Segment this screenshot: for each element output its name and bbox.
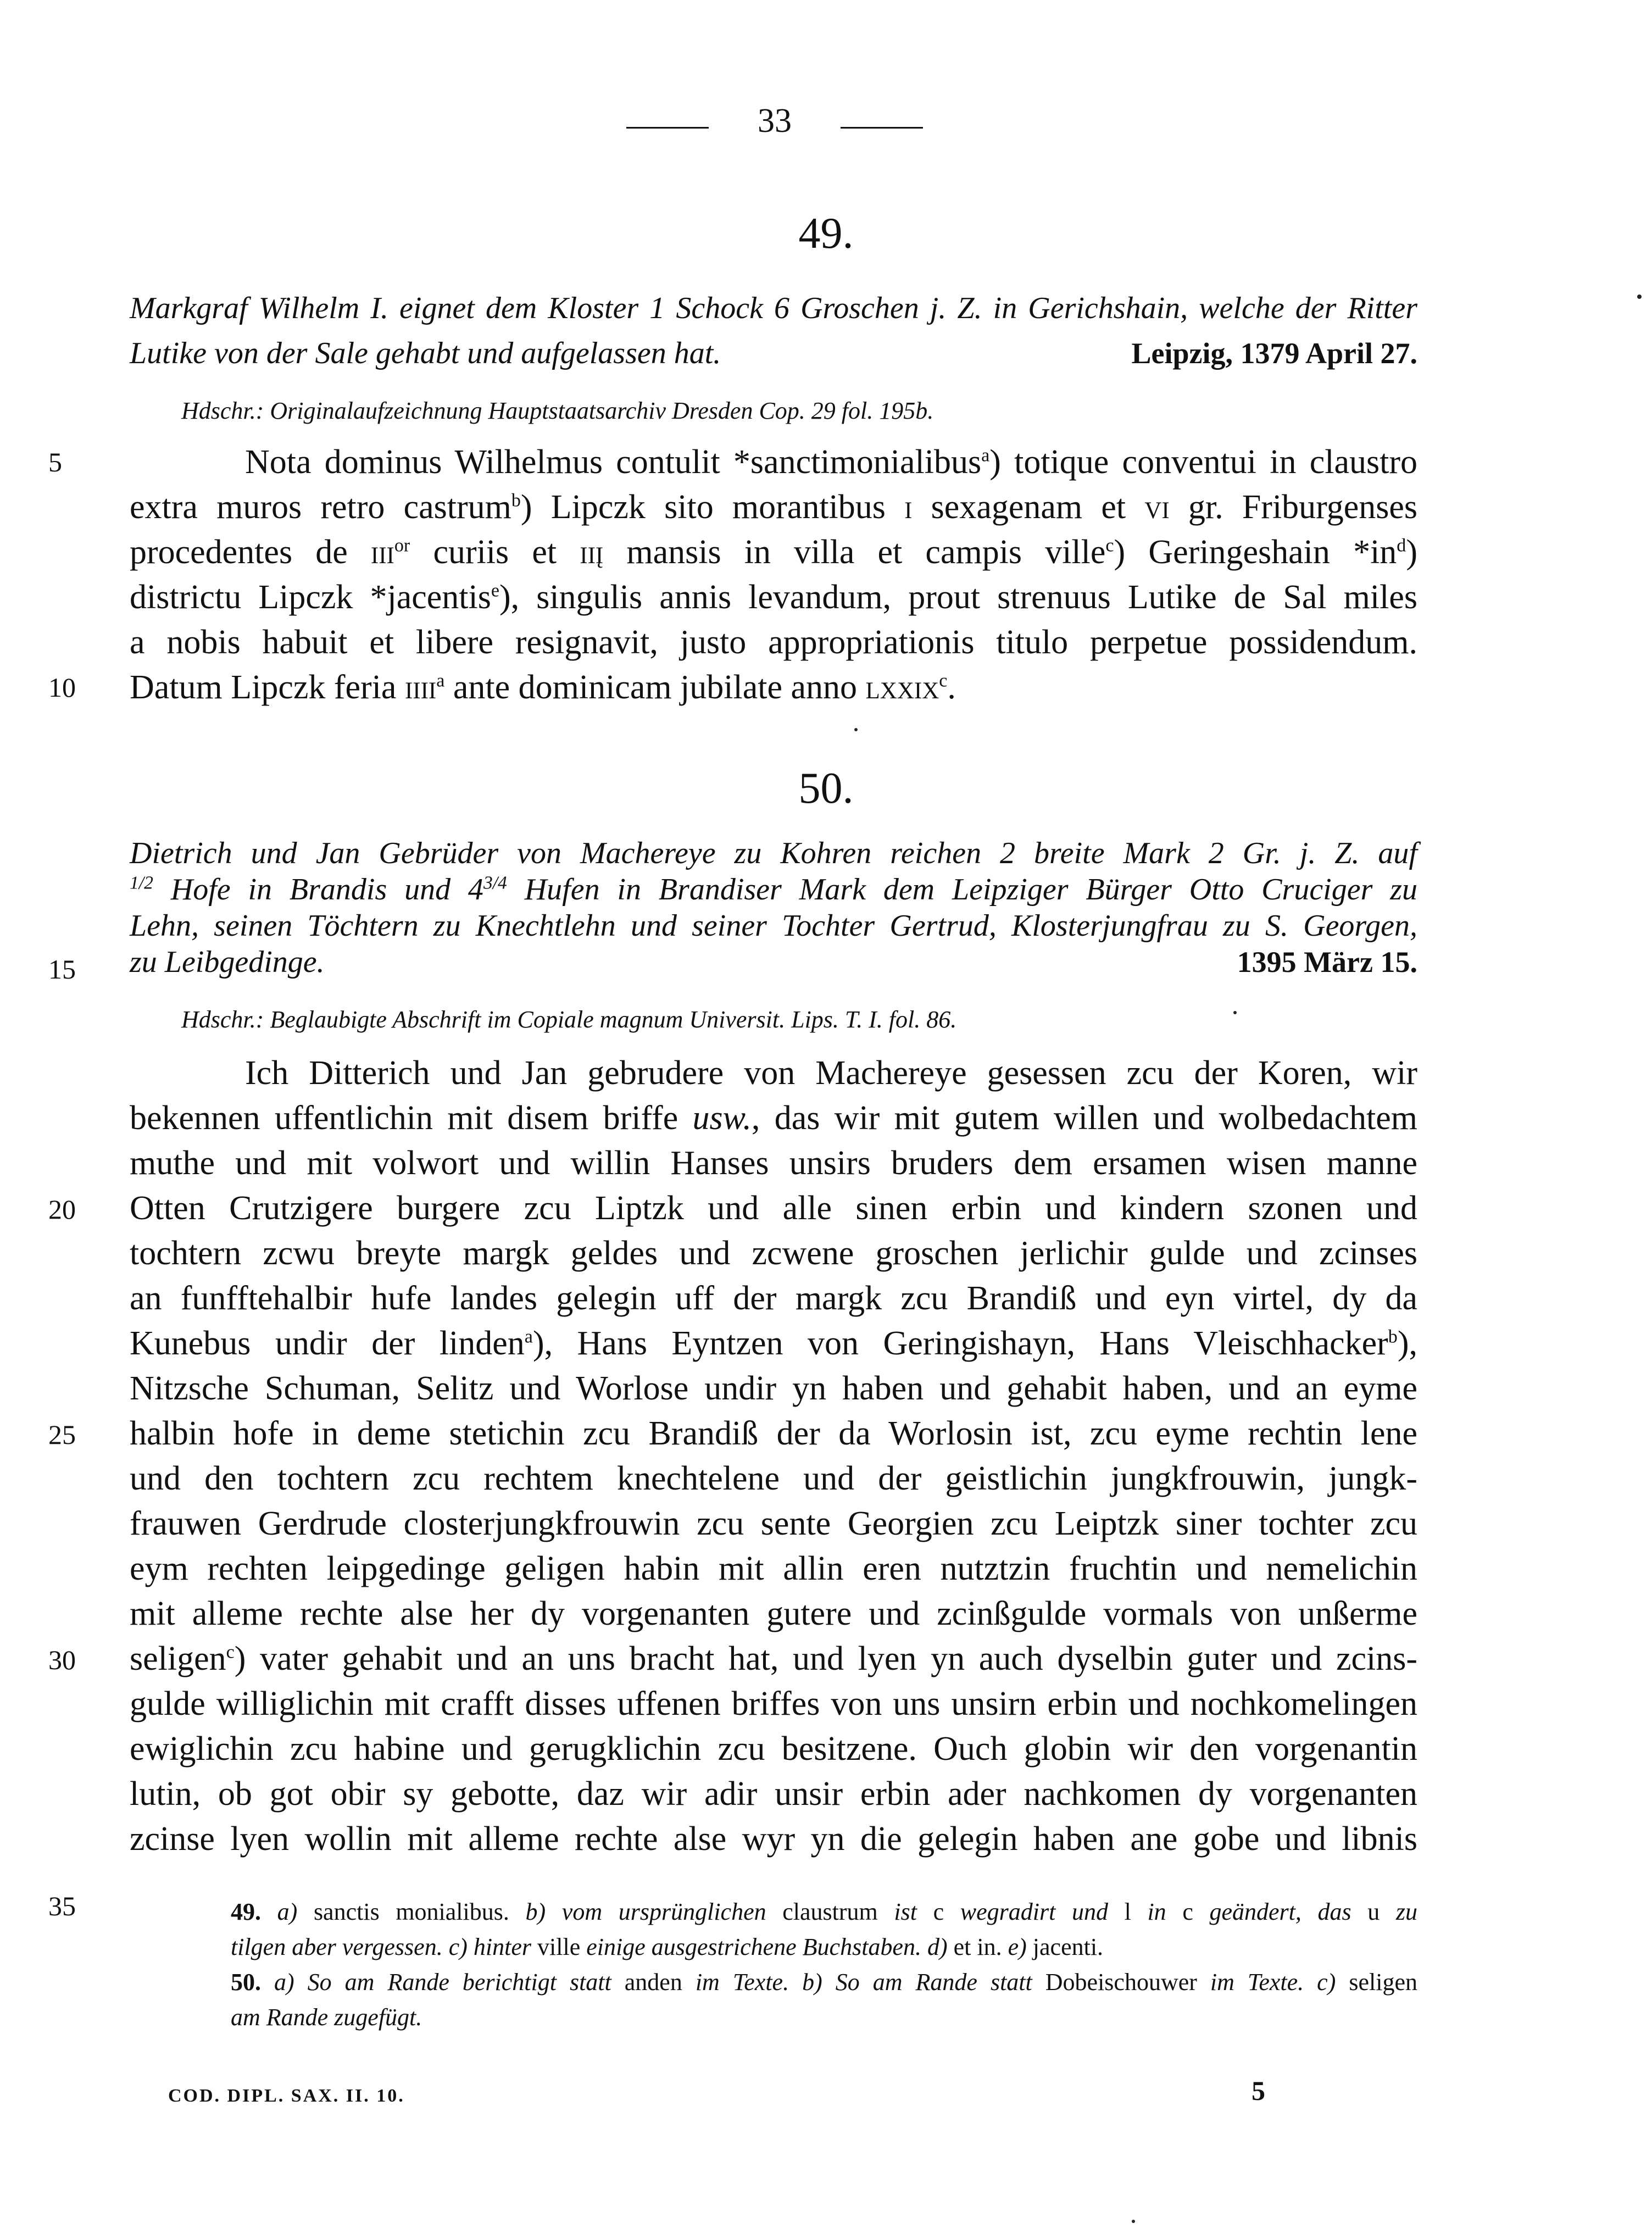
- sheet-number: 5: [1251, 2075, 1265, 2106]
- signature-mark: COD. DIPL. SAX. II. 10.: [168, 2086, 405, 2106]
- text-line: lutin, ob got obir sy gebotte, daz wir adir unsir erbin ader nachkomen dy vorgenanten: [130, 1775, 1417, 1813]
- regest-text: zu Leibgedinge.: [130, 945, 325, 979]
- regest-line: $^{1/2}$ Hofe in Brandis und $4^{3/4}$ Hufen in Brandiser Mark dem Leipziger Bürger Otto Cruciger zu: [130, 873, 1418, 907]
- line-number: 20: [48, 1194, 76, 1225]
- text-line: Kunebus undir der linden$^a$), Hans Eyntzen von Geringishayn, Hans Vleischhacker$^b$),: [130, 1325, 1417, 1362]
- text-line: a nobis habuit et libere resignavit, justo appropriationis titulo perpetue possidendum.: [130, 624, 1417, 661]
- text-line: Nitzsche Schuman, Selitz und Worlose undir yn haben und gehabit haben, und an eyme: [130, 1370, 1417, 1407]
- regest-line: Lehn, seinen Töchtern zu Knechtlehn und seiner Tochter Gertrud, Klosterjungfrau zu S. Georgen,: [130, 909, 1417, 943]
- text-line: Nota dominus Wilhelmus contulit *sanctimonialibus$^a$) totique conventui in claustro: [245, 443, 1417, 481]
- text-line: zcinse lyen wollin mit alleme rechte alse wyr yn die gelegin haben ane gobe und libnis: [130, 1820, 1417, 1858]
- text-line: frauwen Gerdrude closterjungkfrouwin zcu sente Georgien zcu Leiptzk siner tochter zcu: [130, 1505, 1417, 1542]
- text-line: procedentes de iii$^{or}$ curiis et iiį mansis in villa et campis ville$^c$) Geringeshain $*in^d$): [130, 534, 1417, 571]
- doc-49-number: 49.: [798, 209, 854, 258]
- text-line: Datum Lipczk feria iiii$^a$ ante dominicam jubilate anno lxxix$^c$.: [130, 669, 956, 706]
- scan-speck: [1637, 294, 1642, 299]
- text-line: seligen$^c$) vater gehabit und an uns bracht hat, und lyen yn auch dyselbin guter und zcins-: [130, 1640, 1417, 1677]
- text-line: extra muros retro castrum$^b$) Lipczk sito morantibus i sexagenam et vi gr. Friburgenses: [130, 488, 1417, 526]
- doc-50-text: [130, 1051, 1417, 1861]
- doc-50-date: 1395 März 15.: [1237, 946, 1417, 979]
- doc-50-number: 50.: [798, 764, 854, 813]
- doc-49-regest: [130, 286, 1417, 376]
- text-line: gulde williglichin mit crafft disses uffenen briffes von uns unsirn erbin und nochkomelingen: [130, 1685, 1417, 1722]
- regest-line: Markgraf Wilhelm I. eignet dem Kloster 1 Schock 6 Groschen j. Z. in Gerichshain, welche der Ritter: [130, 291, 1417, 325]
- line-number: 35: [48, 1891, 76, 1921]
- line-number: 15: [48, 954, 76, 985]
- doc-50-source: Hdschr.: Beglaubigte Abschrift im Copiale magnum Universit. Lips. T. I. fol. 86.: [181, 1006, 957, 1033]
- line-number: 5: [48, 447, 62, 477]
- regest-line: [130, 944, 1417, 980]
- text-line: mit alleme rechte alse her dy vorgenanten gutere und zcinßgulde vormals von unßerme: [130, 1595, 1417, 1632]
- text-line: Ich Ditterich und Jan gebrudere von Machereye gesessen zcu der Koren, wir: [245, 1054, 1417, 1092]
- doc-50-regest: [130, 835, 1417, 980]
- line-number: 30: [48, 1644, 76, 1675]
- footnotes: [231, 1894, 1417, 2035]
- doc-49-text: [130, 440, 1417, 710]
- footnote-line: 49. a) sanctis monialibus. b) vom ursprünglichen claustrum ist c wegradirt und l in c geändert, das u zu: [231, 1898, 1418, 1925]
- line-number: 25: [48, 1419, 76, 1450]
- text-line: bekennen uffentlichin mit disem briffe usw., das wir mit gutem willen und wolbedachtem: [130, 1099, 1417, 1137]
- doc-49-source: Hdschr.: Originalaufzeichnung Hauptstaatsarchiv Dresden Cop. 29 fol. 195b.: [181, 397, 934, 424]
- footnote-line: am Rande zugefügt.: [231, 2004, 422, 2031]
- text-line: tochtern zcwu breyte margk geldes und zcwene groschen jerlichir gulde und zcinses: [130, 1235, 1417, 1272]
- footnote-line: 50. a) So am Rande berichtigt statt anden im Texte. b) So am Rande statt Dobeischouwer im Texte. c) seligen: [231, 1969, 1418, 1996]
- regest-line: [130, 331, 1417, 376]
- text-line: districtu Lipczk *jacentis$^e$), singulis annis levandum, prout strenuus Lutike de Sal miles: [130, 579, 1417, 616]
- text-line: Otten Crutzigere burgere zcu Liptzk und alle sinen erbin und kindern szonen und: [130, 1190, 1417, 1227]
- page-number: 33: [758, 102, 792, 140]
- regest-text: Lutike von der Sale gehabt und aufgelassen hat.: [130, 336, 721, 370]
- text-line: eym rechten leipgedinge geligen habin mit allin eren nutztzin fruchtin und nemelichin: [130, 1550, 1417, 1587]
- doc-49-date: Leipzig, 1379 April 27.: [1131, 337, 1417, 370]
- regest-line: Dietrich und Jan Gebrüder von Machereye zu Kohren reichen 2 breite Mark 2 Gr. j. Z. auf: [130, 836, 1417, 870]
- text-line: und den tochtern zcu rechtem knechtelene und der geistlichin jungkfrouwin, jungk-: [130, 1460, 1417, 1497]
- scan-speck: [854, 728, 858, 731]
- running-head: [626, 96, 923, 151]
- head-rule-right: [841, 127, 923, 129]
- scan-speck: [1233, 1011, 1237, 1014]
- text-line: an funfftehalbir hufe landes gelegin uff der margk zcu Brandiß und eyn virtel, dy da: [130, 1280, 1417, 1317]
- scan-speck: [1132, 2220, 1135, 2223]
- footnote-line: tilgen aber vergessen. c) hinter ville einige ausgestrichene Buchstaben. d) et in. e) jacenti.: [231, 1933, 1104, 1960]
- text-line: halbin hofe in deme stetichin zcu Brandiß der da Worlosin ist, zcu eyme rechtin lene: [130, 1415, 1417, 1452]
- line-number: 10: [48, 672, 76, 703]
- text-line: muthe und mit volwort und willin Hanses unsirs bruders dem ersamen wisen manne: [130, 1144, 1417, 1182]
- text-line: ewiglichin zcu habine und gerugklichin zcu besitzene. Ouch globin wir den vorgenantin: [130, 1730, 1417, 1768]
